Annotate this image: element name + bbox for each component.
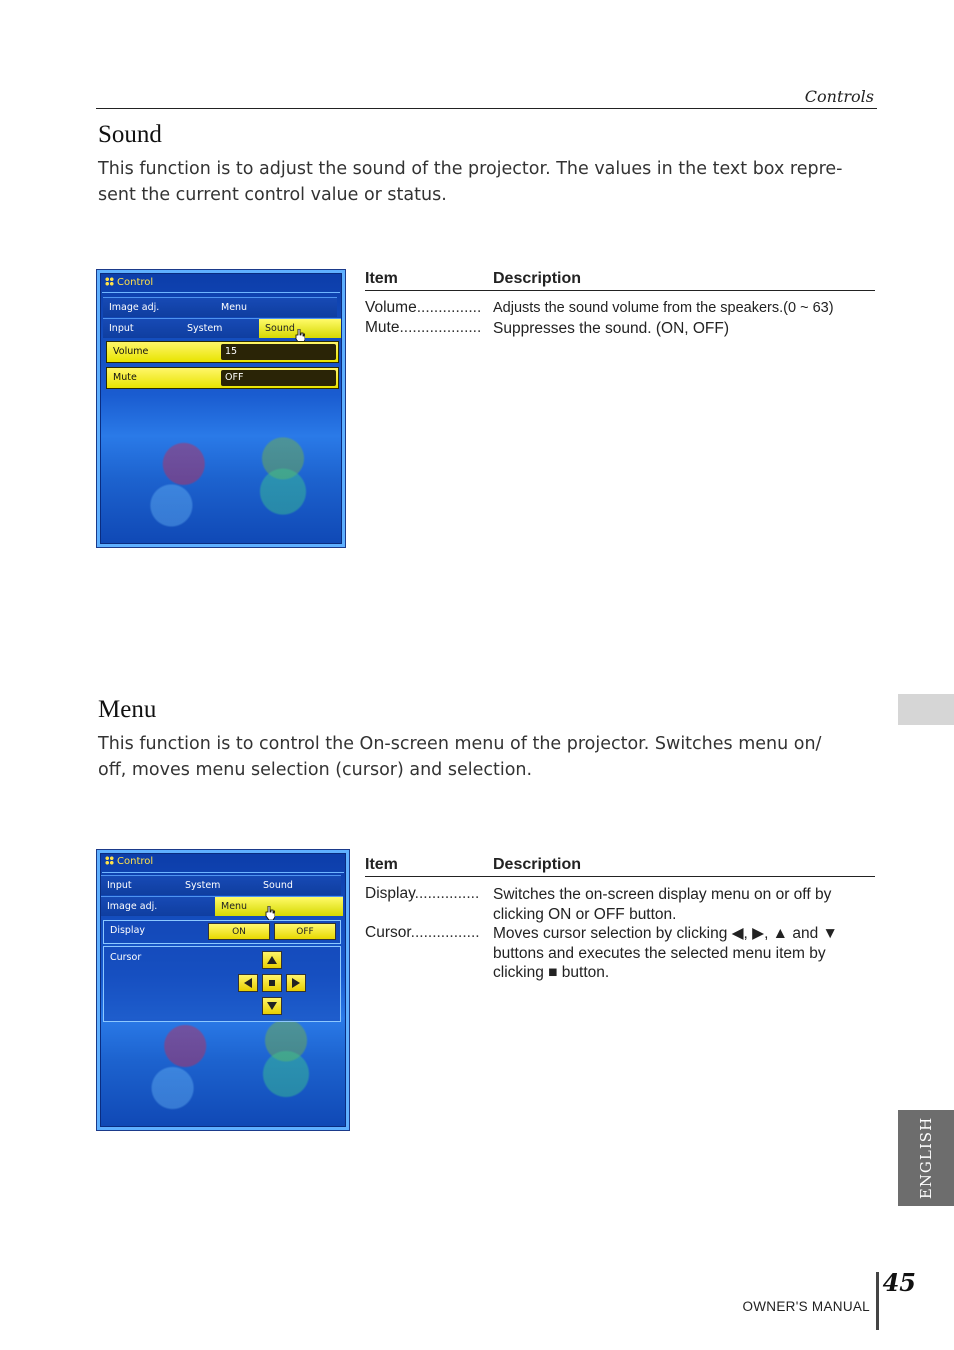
tab-input[interactable]: Input <box>103 318 181 338</box>
cursor-left-button[interactable] <box>238 974 258 992</box>
table-row <box>365 299 875 319</box>
left-arrow-icon <box>239 975 257 991</box>
row-desc: Adjusts the sound volume from the speakers.(0 ~ 63) <box>493 300 834 316</box>
col-desc-header: Description <box>493 856 582 873</box>
row-desc: Moves cursor selection by clicking ◀, ▶, ▲ and ▼ buttons and executes the selected menu item by clicking ■ button. <box>493 925 838 981</box>
section-header: Controls <box>804 87 874 106</box>
up-arrow-icon <box>263 952 281 968</box>
hand-cursor-icon <box>265 906 275 920</box>
display-row <box>103 920 341 944</box>
tab-system[interactable]: System <box>179 875 259 895</box>
row-item: Display <box>365 885 415 902</box>
mute-label: Mute <box>113 372 137 383</box>
menu-intro-line1: This function is to control the On-screen menu of the projector. Switches menu on/ <box>98 734 822 754</box>
volume-value-box[interactable]: 15 <box>221 344 336 360</box>
cursor-right-button[interactable] <box>286 974 306 992</box>
menu-description-table <box>365 856 875 983</box>
sound-intro-line1: This function is to adjust the sound of the projector. The values in the text box repre- <box>98 159 843 179</box>
header-rule <box>96 108 877 109</box>
control-title: Control <box>105 856 153 867</box>
menu-intro <box>98 731 875 783</box>
row-desc: Suppresses the sound. (ON, OFF) <box>493 319 730 337</box>
volume-row <box>106 341 339 363</box>
row-dots: ................... <box>399 318 482 336</box>
display-on-button[interactable]: ON <box>208 923 270 940</box>
page-rule <box>876 1272 879 1330</box>
table-row <box>365 319 875 339</box>
row-dots: ................ <box>410 924 480 941</box>
cursor-select-button[interactable] <box>262 974 282 992</box>
table-row <box>365 924 875 983</box>
control-dots-icon <box>105 856 114 865</box>
language-label: ENGLISH <box>917 1116 935 1200</box>
control-dots-icon <box>105 277 114 286</box>
down-arrow-icon <box>263 998 281 1014</box>
page-number: 45 <box>882 1268 916 1297</box>
mute-value-box[interactable]: OFF <box>221 370 336 386</box>
display-off-button[interactable]: OFF <box>274 923 336 940</box>
table-header <box>365 856 875 877</box>
cursor-up-button[interactable] <box>262 951 282 969</box>
sound-heading: Sound <box>98 121 162 148</box>
menu-intro-line2: off, moves menu selection (cursor) and selection. <box>98 760 533 780</box>
sound-intro-line2: sent the current control value or status. <box>98 185 447 205</box>
cursor-down-button[interactable] <box>262 997 282 1015</box>
volume-label: Volume <box>113 346 149 357</box>
tab-input[interactable]: Input <box>101 875 181 895</box>
row-item: Volume <box>365 299 417 316</box>
tab-sound[interactable]: Sound <box>259 318 341 338</box>
col-item-header: Item <box>365 856 398 873</box>
cursor-label: Cursor <box>110 952 142 963</box>
row-item: Mute <box>365 318 400 336</box>
row-dots: ............... <box>414 885 480 902</box>
language-tab <box>898 1110 954 1206</box>
row-desc: Switches the on-screen display menu on or off by clicking ON or OFF button. <box>493 886 832 923</box>
side-tab-marker <box>898 694 954 725</box>
row-dots: ............... <box>416 299 482 316</box>
control-title: Control <box>105 277 153 288</box>
mute-row <box>106 367 339 389</box>
sound-description-table <box>365 270 875 338</box>
tab-menu[interactable]: Menu <box>215 896 343 916</box>
footer-manual-label: OWNER'S MANUAL <box>742 1299 870 1314</box>
tab-menu[interactable]: Menu <box>215 297 337 317</box>
tab-sound[interactable]: Sound <box>257 875 341 895</box>
menu-control-screenshot <box>96 849 350 1131</box>
cursor-group <box>103 946 341 1022</box>
col-item-header: Item <box>365 270 398 287</box>
col-desc-header: Description <box>493 270 582 287</box>
tab-image-adj[interactable]: Image adj. <box>101 896 215 916</box>
sound-intro <box>98 156 875 208</box>
row-item: Cursor <box>365 924 411 941</box>
tab-system[interactable]: System <box>181 318 259 338</box>
display-label: Display <box>110 925 146 936</box>
square-icon <box>263 975 281 991</box>
menu-heading: Menu <box>98 696 157 723</box>
right-arrow-icon <box>287 975 305 991</box>
table-row <box>365 885 875 924</box>
sound-control-screenshot <box>96 269 346 548</box>
table-header <box>365 270 875 291</box>
tab-image-adj[interactable]: Image adj. <box>103 297 215 317</box>
